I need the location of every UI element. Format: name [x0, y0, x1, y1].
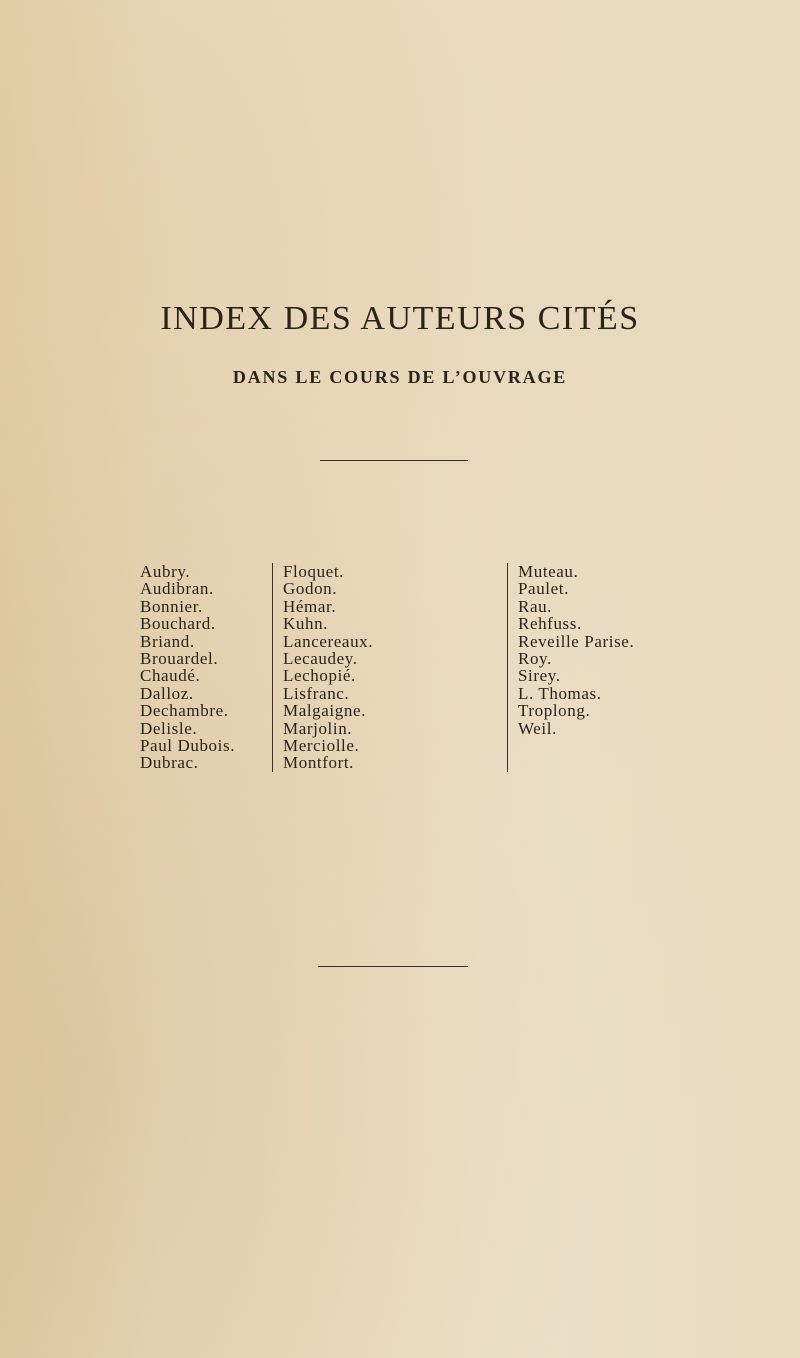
author-entry: Reveille Parise. — [518, 631, 635, 651]
author-entry: Roy. — [518, 649, 552, 669]
author-entry: Lechopié. — [283, 666, 356, 686]
author-entry: Sirey. — [518, 666, 561, 686]
author-entry: Paulet. — [518, 579, 569, 599]
author-entry: Bonnier. — [140, 596, 203, 616]
author-entry: L. Thomas. — [518, 683, 602, 703]
author-entry: Malgaigne. — [283, 701, 366, 721]
author-entry: Hémar. — [283, 596, 337, 616]
author-entry: Marjolin. — [283, 718, 353, 738]
author-entry: Lisfranc. — [283, 683, 350, 703]
page-title: INDEX DES AUTEURS CITÉS — [160, 300, 640, 337]
author-entry: Delisle. — [140, 718, 198, 738]
author-entry: Kuhn. — [283, 614, 329, 634]
author-entry: Troplong. — [518, 701, 591, 721]
author-column-1 — [140, 563, 235, 772]
author-entry: Dubrac. — [140, 753, 199, 773]
author-entry: Rehfuss. — [518, 614, 582, 634]
author-entry: Briand. — [140, 631, 195, 651]
author-entry: Audibran. — [140, 579, 214, 599]
author-entry: Montfort. — [283, 753, 355, 773]
author-entry: Merciolle. — [283, 736, 360, 756]
author-entry: Lancereaux. — [283, 631, 374, 651]
author-column-3 — [507, 563, 634, 772]
author-entry: Dalloz. — [140, 683, 194, 703]
author-column-2 — [272, 563, 373, 772]
page-subtitle: DANS LE COURS DE L’OUVRAGE — [232, 367, 568, 387]
author-entry: Dechambre. — [140, 701, 229, 721]
author-entry: Rau. — [518, 596, 553, 616]
author-entry: Aubry. — [140, 562, 191, 581]
author-entry: Weil. — [518, 718, 557, 738]
author-entry: Bouchard. — [140, 614, 216, 634]
top-divider — [320, 460, 468, 461]
author-entry: Paul Dubois. — [140, 736, 236, 756]
author-entry: Godon. — [283, 579, 338, 599]
bottom-divider — [318, 966, 468, 967]
author-entry: Floquet. — [283, 562, 344, 581]
author-entry: Muteau. — [518, 562, 579, 581]
author-entry: Chaudé. — [140, 666, 201, 686]
author-entry: Lecaudey. — [283, 649, 358, 669]
author-entry: Brouardel. — [140, 649, 219, 669]
